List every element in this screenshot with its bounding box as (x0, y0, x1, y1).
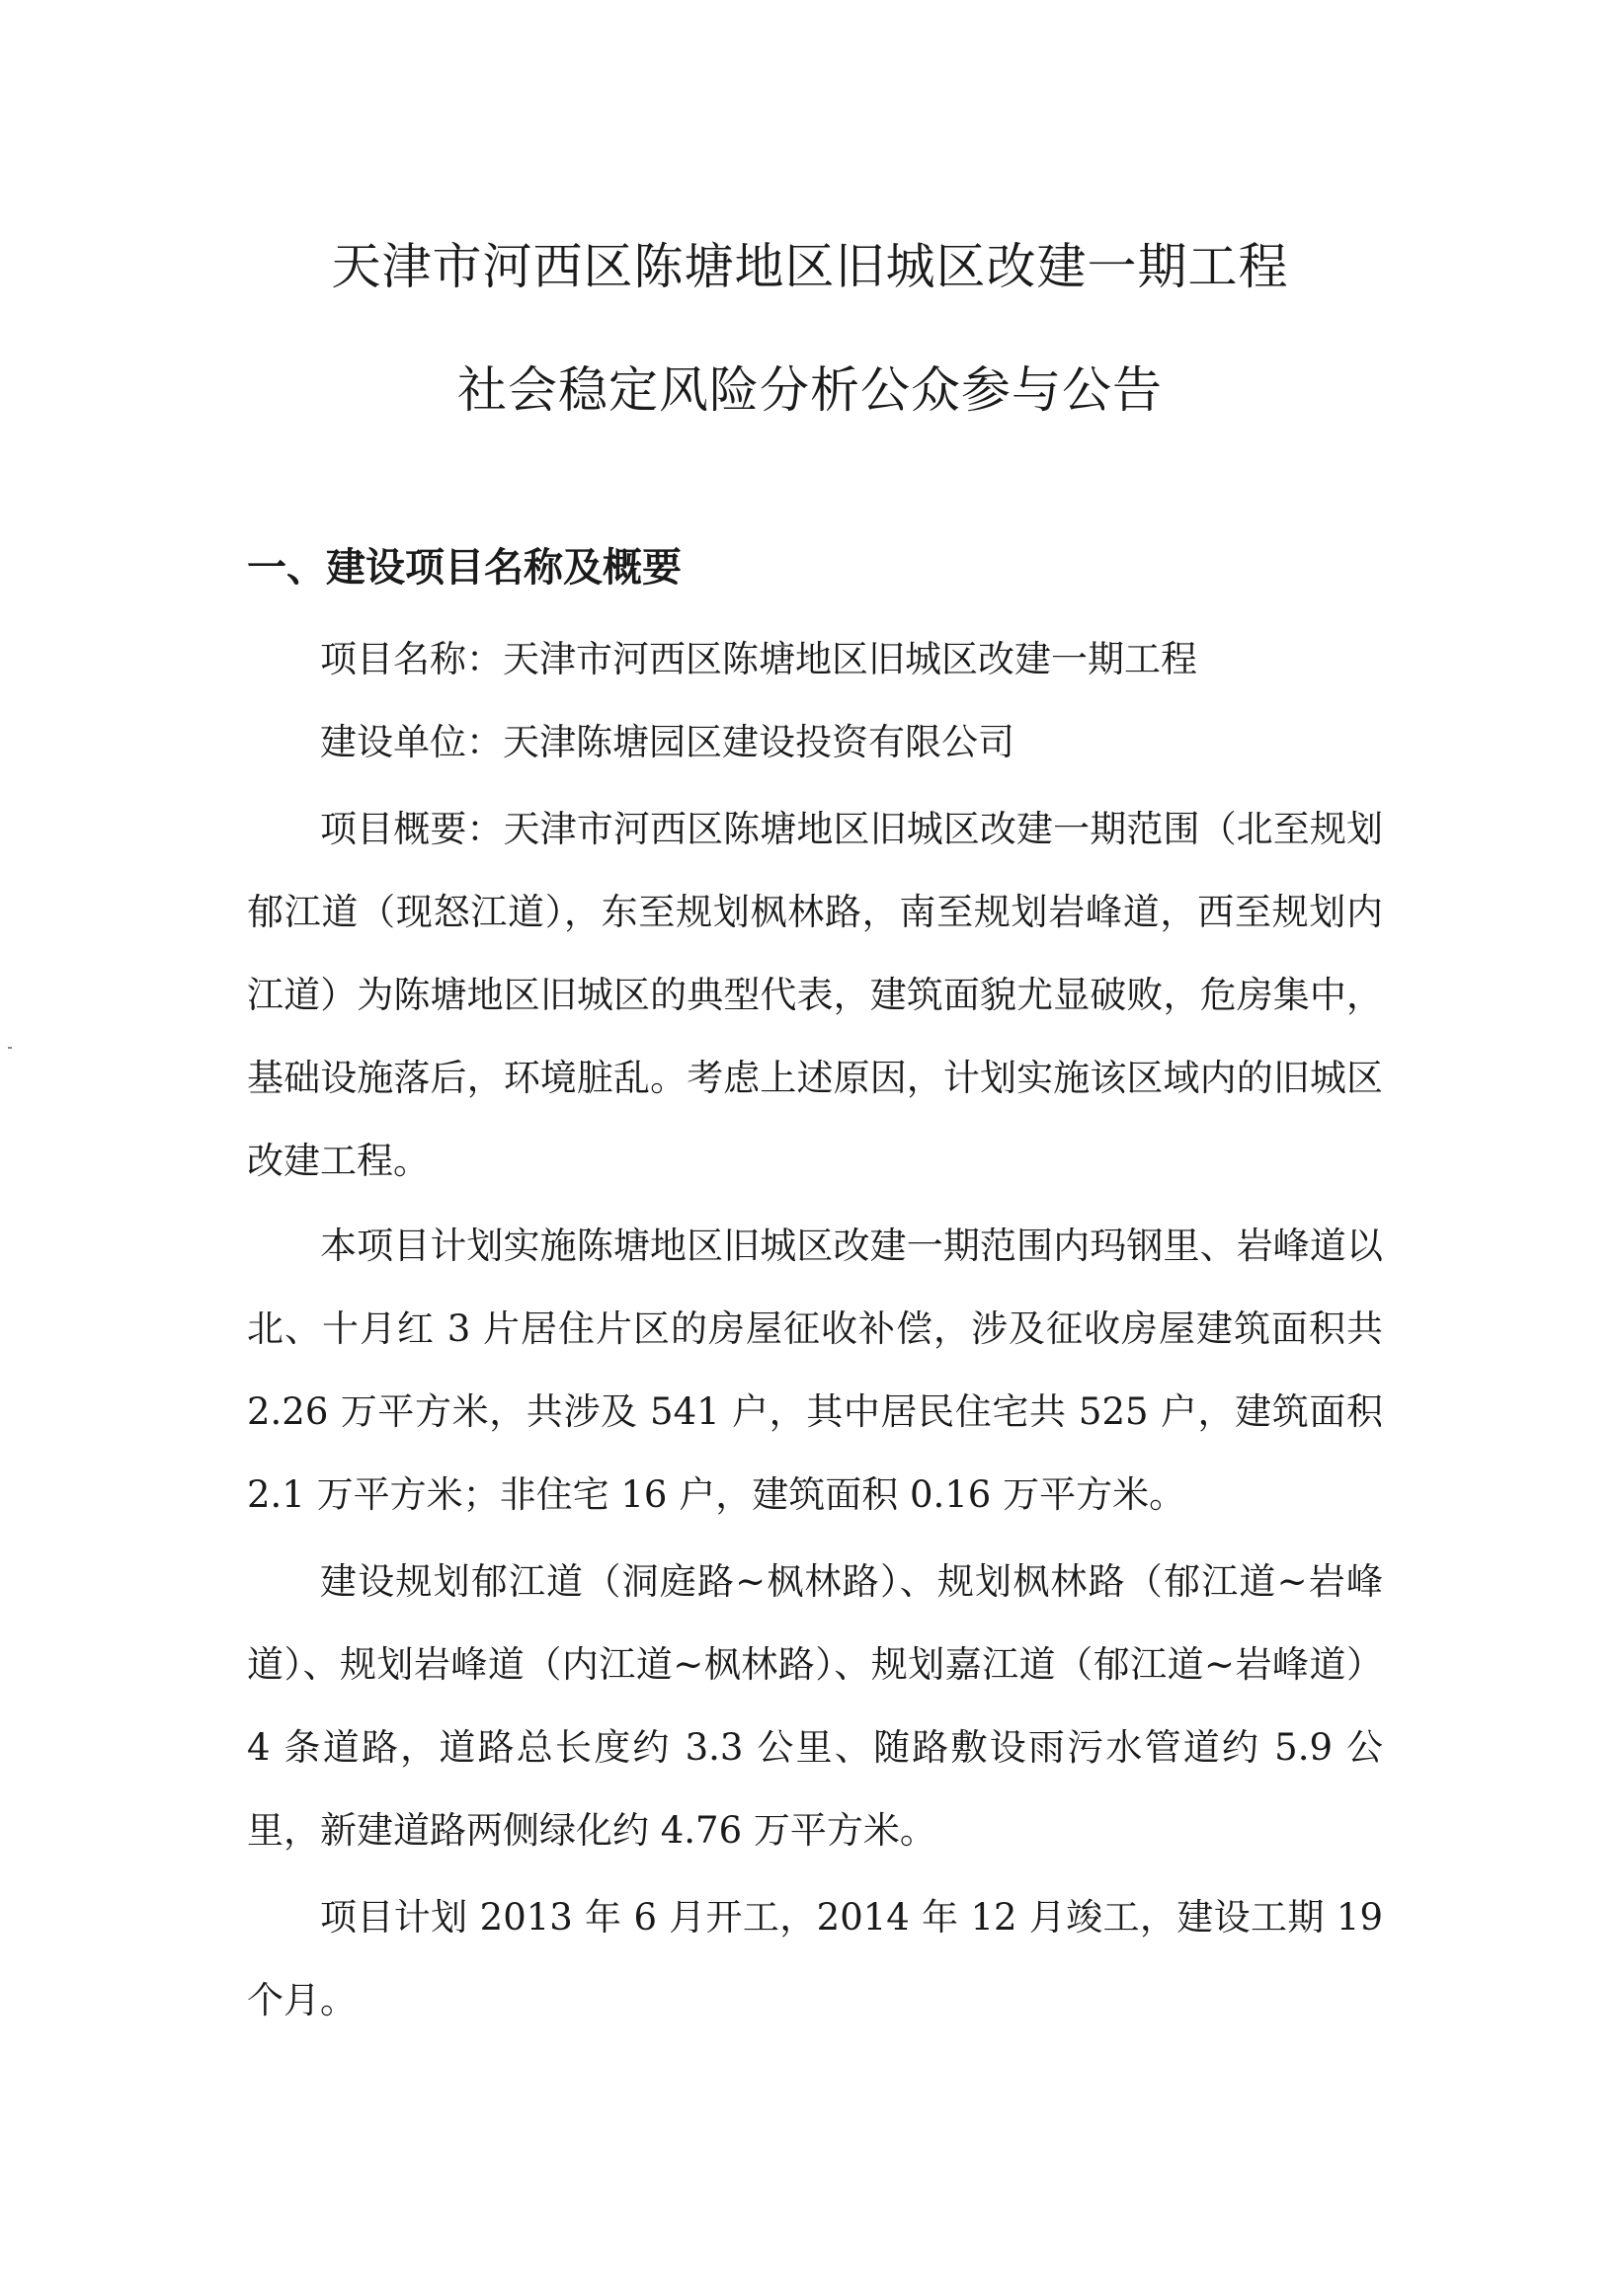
road-construction-paragraph: 建设规划郁江道（洞庭路~枫林路）、规划枫林路（郁江道~岩峰道）、规划岩峰道（内江道~枫林路）、规划嘉江道（郁江道~岩峰道）4 条道路，道路总长度约 3.3 公里、随路敷设雨污水管道约 5.9 公里，新建道路两侧绿化约 4.76 万平方米。 (247, 1560, 1383, 1852)
document-title-line1: 天津市河西区陈塘地区旧城区改建一期工程 (331, 238, 1289, 295)
project-overview-paragraph: 项目概要：天津市河西区陈塘地区旧城区改建一期范围（北至规划郁江道（现怒江道），东至规划枫林路，南至规划岩峰道，西至规划内江道）为陈塘地区旧城区的典型代表，建筑面貌尤显破败，危房集中，基础设施落后，环境脏乱。考虑上述原因，计划实施该区域内的旧城区改建工程。 (247, 808, 1383, 1182)
project-name: 项目名称：天津市河西区陈塘地区旧城区改建一期工程 (320, 638, 1197, 680)
scan-margin-mark (8, 1047, 12, 1049)
section-heading: 一、建设项目名称及概要 (247, 544, 682, 591)
schedule-paragraph: 项目计划 2013 年 6 月开工，2014 年 12 月竣工，建设工期 19 个月。 (247, 1896, 1383, 2021)
construction-unit: 建设单位：天津陈塘园区建设投资有限公司 (320, 721, 1014, 763)
document-title-line2: 社会稳定风险分析公众参与公告 (457, 361, 1163, 419)
expropriation-scope-paragraph: 本项目计划实施陈塘地区旧城区改建一期范围内玛钢里、岩峰道以北、十月红 3 片居住片区的房屋征收补偿，涉及征收房屋建筑面积共 2.26 万平方米，共涉及 541 户，其中居民住宅共 525 户，建筑面积 2.1 万平方米；非住宅 16 户，建筑面积 0.16 万平方米。 (247, 1225, 1383, 1516)
